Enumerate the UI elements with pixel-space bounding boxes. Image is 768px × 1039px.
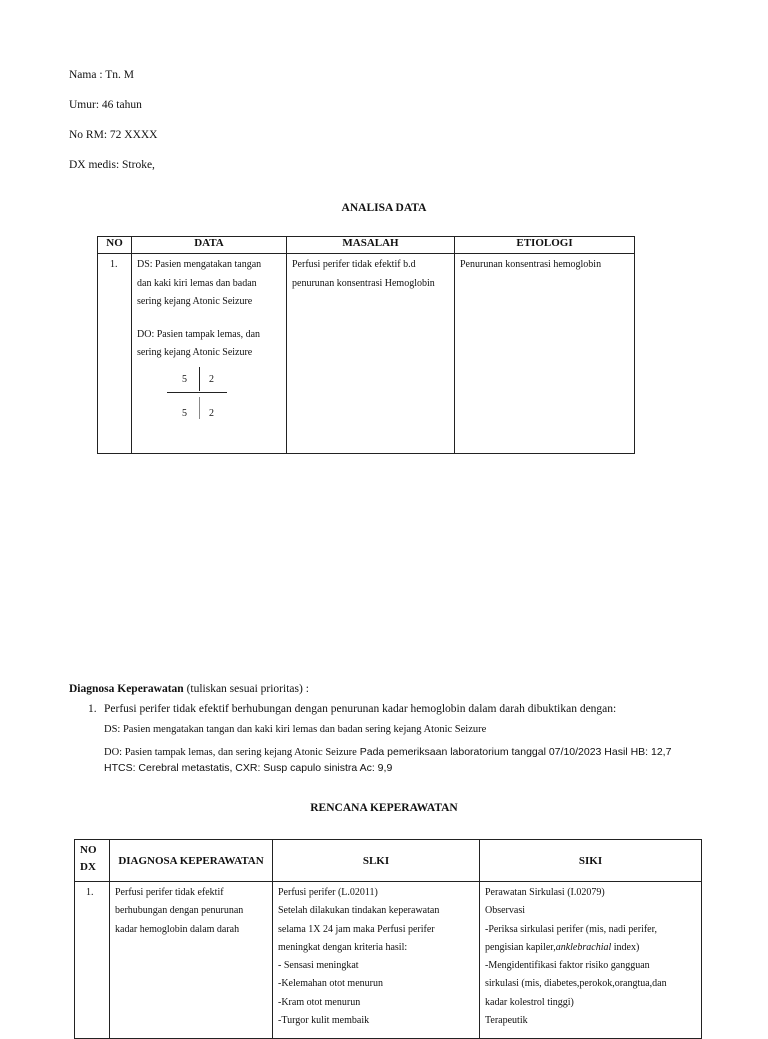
diagnosa-cell-line: Perfusi perifer tidak efektif: [115, 887, 224, 898]
diagnosa-item-text: Perfusi perifer tidak efektif berhubungan dengan penurunan kadar hemoglobin dalam darah dibuktikan dengan:: [104, 703, 617, 715]
ds-line: DS: Pasien mengatakan tangan: [137, 259, 262, 270]
analisa-header-row: [98, 237, 635, 254]
analisa-row-etiologi: Penurunan konsentrasi hemoglobin: [455, 254, 635, 454]
muscle-value-top-left: 5: [182, 373, 187, 385]
slki-line: -Kelemahan otot menurun: [278, 978, 383, 990]
diagnosa-cell-line: kadar hemoglobin dalam darah: [115, 923, 240, 935]
do-line: DO: Pasien tampak lemas, dan: [137, 328, 261, 340]
muscle-value-bottom-right: 2: [209, 407, 214, 419]
slki-line: - Sensasi meningkat: [278, 960, 359, 972]
diagnosa-ds: DS: Pasien mengatakan tangan dan kaki kiri lemas dan badan sering kejang Atonic Seizure: [104, 724, 487, 735]
muscle-value-top-right: 2: [209, 373, 214, 385]
diagnosa-do-part1: DO: Pasien tampak lemas, dan sering kejang Atonic Seizure: [104, 747, 357, 758]
diagnosa-heading-line: [69, 683, 309, 695]
rencana-header-no-line2: DX: [80, 861, 96, 873]
rencana-row-diagnosa: [110, 882, 273, 1039]
do-line: sering kejang Atonic Seizure: [137, 347, 253, 358]
diagnosa-heading-note: (tuliskan sesuai prioritas) :: [183, 683, 309, 695]
ds-line: sering kejang Atonic Seizure: [137, 296, 253, 307]
patient-dx: DX medis: Stroke,: [69, 159, 155, 171]
analisa-header-masalah: MASALAH: [287, 237, 455, 254]
patient-name: Nama : Tn. M: [69, 69, 134, 81]
rencana-header-siki: SIKI: [480, 840, 702, 882]
siki-line: [485, 939, 697, 957]
rencana-row-slki: [273, 882, 480, 1039]
masalah-line: Perfusi perifer tidak efektif b.d: [292, 259, 416, 270]
siki-line: sirkulasi (mis, diabetes,perokok,orangtua,dan: [485, 978, 667, 990]
ds-line: dan kaki kiri lemas dan badan: [137, 277, 257, 289]
slki-line: Perfusi perifer (L.02011): [278, 887, 378, 898]
rencana-row: [75, 882, 702, 1039]
diagnosa-heading: Diagnosa Keperawatan: [69, 683, 184, 695]
rencana-header-diagnosa: DIAGNOSA KEPERAWATAN: [110, 840, 273, 882]
patient-rm: No RM: 72 XXXX: [69, 129, 158, 141]
rencana-row-no: 1.: [75, 882, 110, 1039]
masalah-line: penurunan konsentrasi Hemoglobin: [292, 277, 435, 289]
siki-italic-term: anklebrachial: [555, 941, 612, 953]
cross-horizontal-line: [167, 392, 227, 393]
rencana-header-slki: SLKI: [273, 840, 480, 882]
siki-line-tail: index): [611, 941, 640, 953]
muscle-strength-diagram: [137, 367, 282, 437]
siki-line-text: pengisian kapiler,: [485, 941, 556, 953]
rencana-title: RENCANA KEPERAWATAN: [310, 802, 458, 814]
rencana-header-no-line1: NO: [80, 844, 97, 856]
rencana-table: [74, 839, 702, 1039]
slki-line: meningkat dengan kriteria hasil:: [278, 941, 408, 953]
analisa-row: [98, 254, 635, 454]
cross-vertical-line-lower: [199, 397, 200, 419]
diagnosa-cell-line: berhubungan dengan penurunan: [115, 905, 244, 917]
slki-line: Setelah dilakukan tindakan keperawatan: [278, 905, 440, 917]
analisa-header-etiologi: ETIOLOGI: [455, 237, 635, 254]
diagnosa-do-line: [104, 742, 671, 760]
siki-line: Terapeutik: [485, 1015, 528, 1027]
diagnosa-item-no: 1.: [88, 703, 97, 715]
diagnosa-do-line2: HTCS: Cerebral metastatis, CXR: Susp capulo sinistra Ac: 9,9: [104, 762, 393, 774]
cross-vertical-line: [199, 367, 200, 391]
rencana-header-no: [75, 840, 110, 882]
analisa-row-masalah: [287, 254, 455, 454]
analisa-header-data: DATA: [132, 237, 287, 254]
siki-line: -Mengidentifikasi faktor risiko gangguan: [485, 960, 650, 972]
analisa-row-data: [132, 254, 287, 454]
siki-line: Observasi: [485, 905, 525, 917]
slki-line: selama 1X 24 jam maka Perfusi perifer: [278, 923, 435, 935]
slki-line: -Kram otot menurun: [278, 996, 361, 1008]
siki-line: Perawatan Sirkulasi (I.02079): [485, 887, 605, 898]
siki-line: -Periksa sirkulasi perifer (mis, nadi perifer,: [485, 923, 658, 935]
analisa-table: [97, 236, 635, 454]
patient-age: Umur: 46 tahun: [69, 99, 142, 111]
diagnosa-do-part2: Pada pemeriksaan laboratorium tanggal 07/10/2023 Hasil HB: 12,7: [356, 746, 672, 758]
analisa-row-no: 1.: [98, 254, 132, 454]
rencana-header-row: [75, 840, 702, 882]
analisa-title: ANALISA DATA: [341, 202, 427, 214]
rencana-row-siki: [480, 882, 702, 1039]
slki-line: -Turgor kulit membaik: [278, 1015, 370, 1027]
siki-line: kadar kolestrol tinggi): [485, 996, 574, 1008]
muscle-value-bottom-left: 5: [182, 407, 187, 419]
analisa-header-no: NO: [98, 237, 132, 254]
